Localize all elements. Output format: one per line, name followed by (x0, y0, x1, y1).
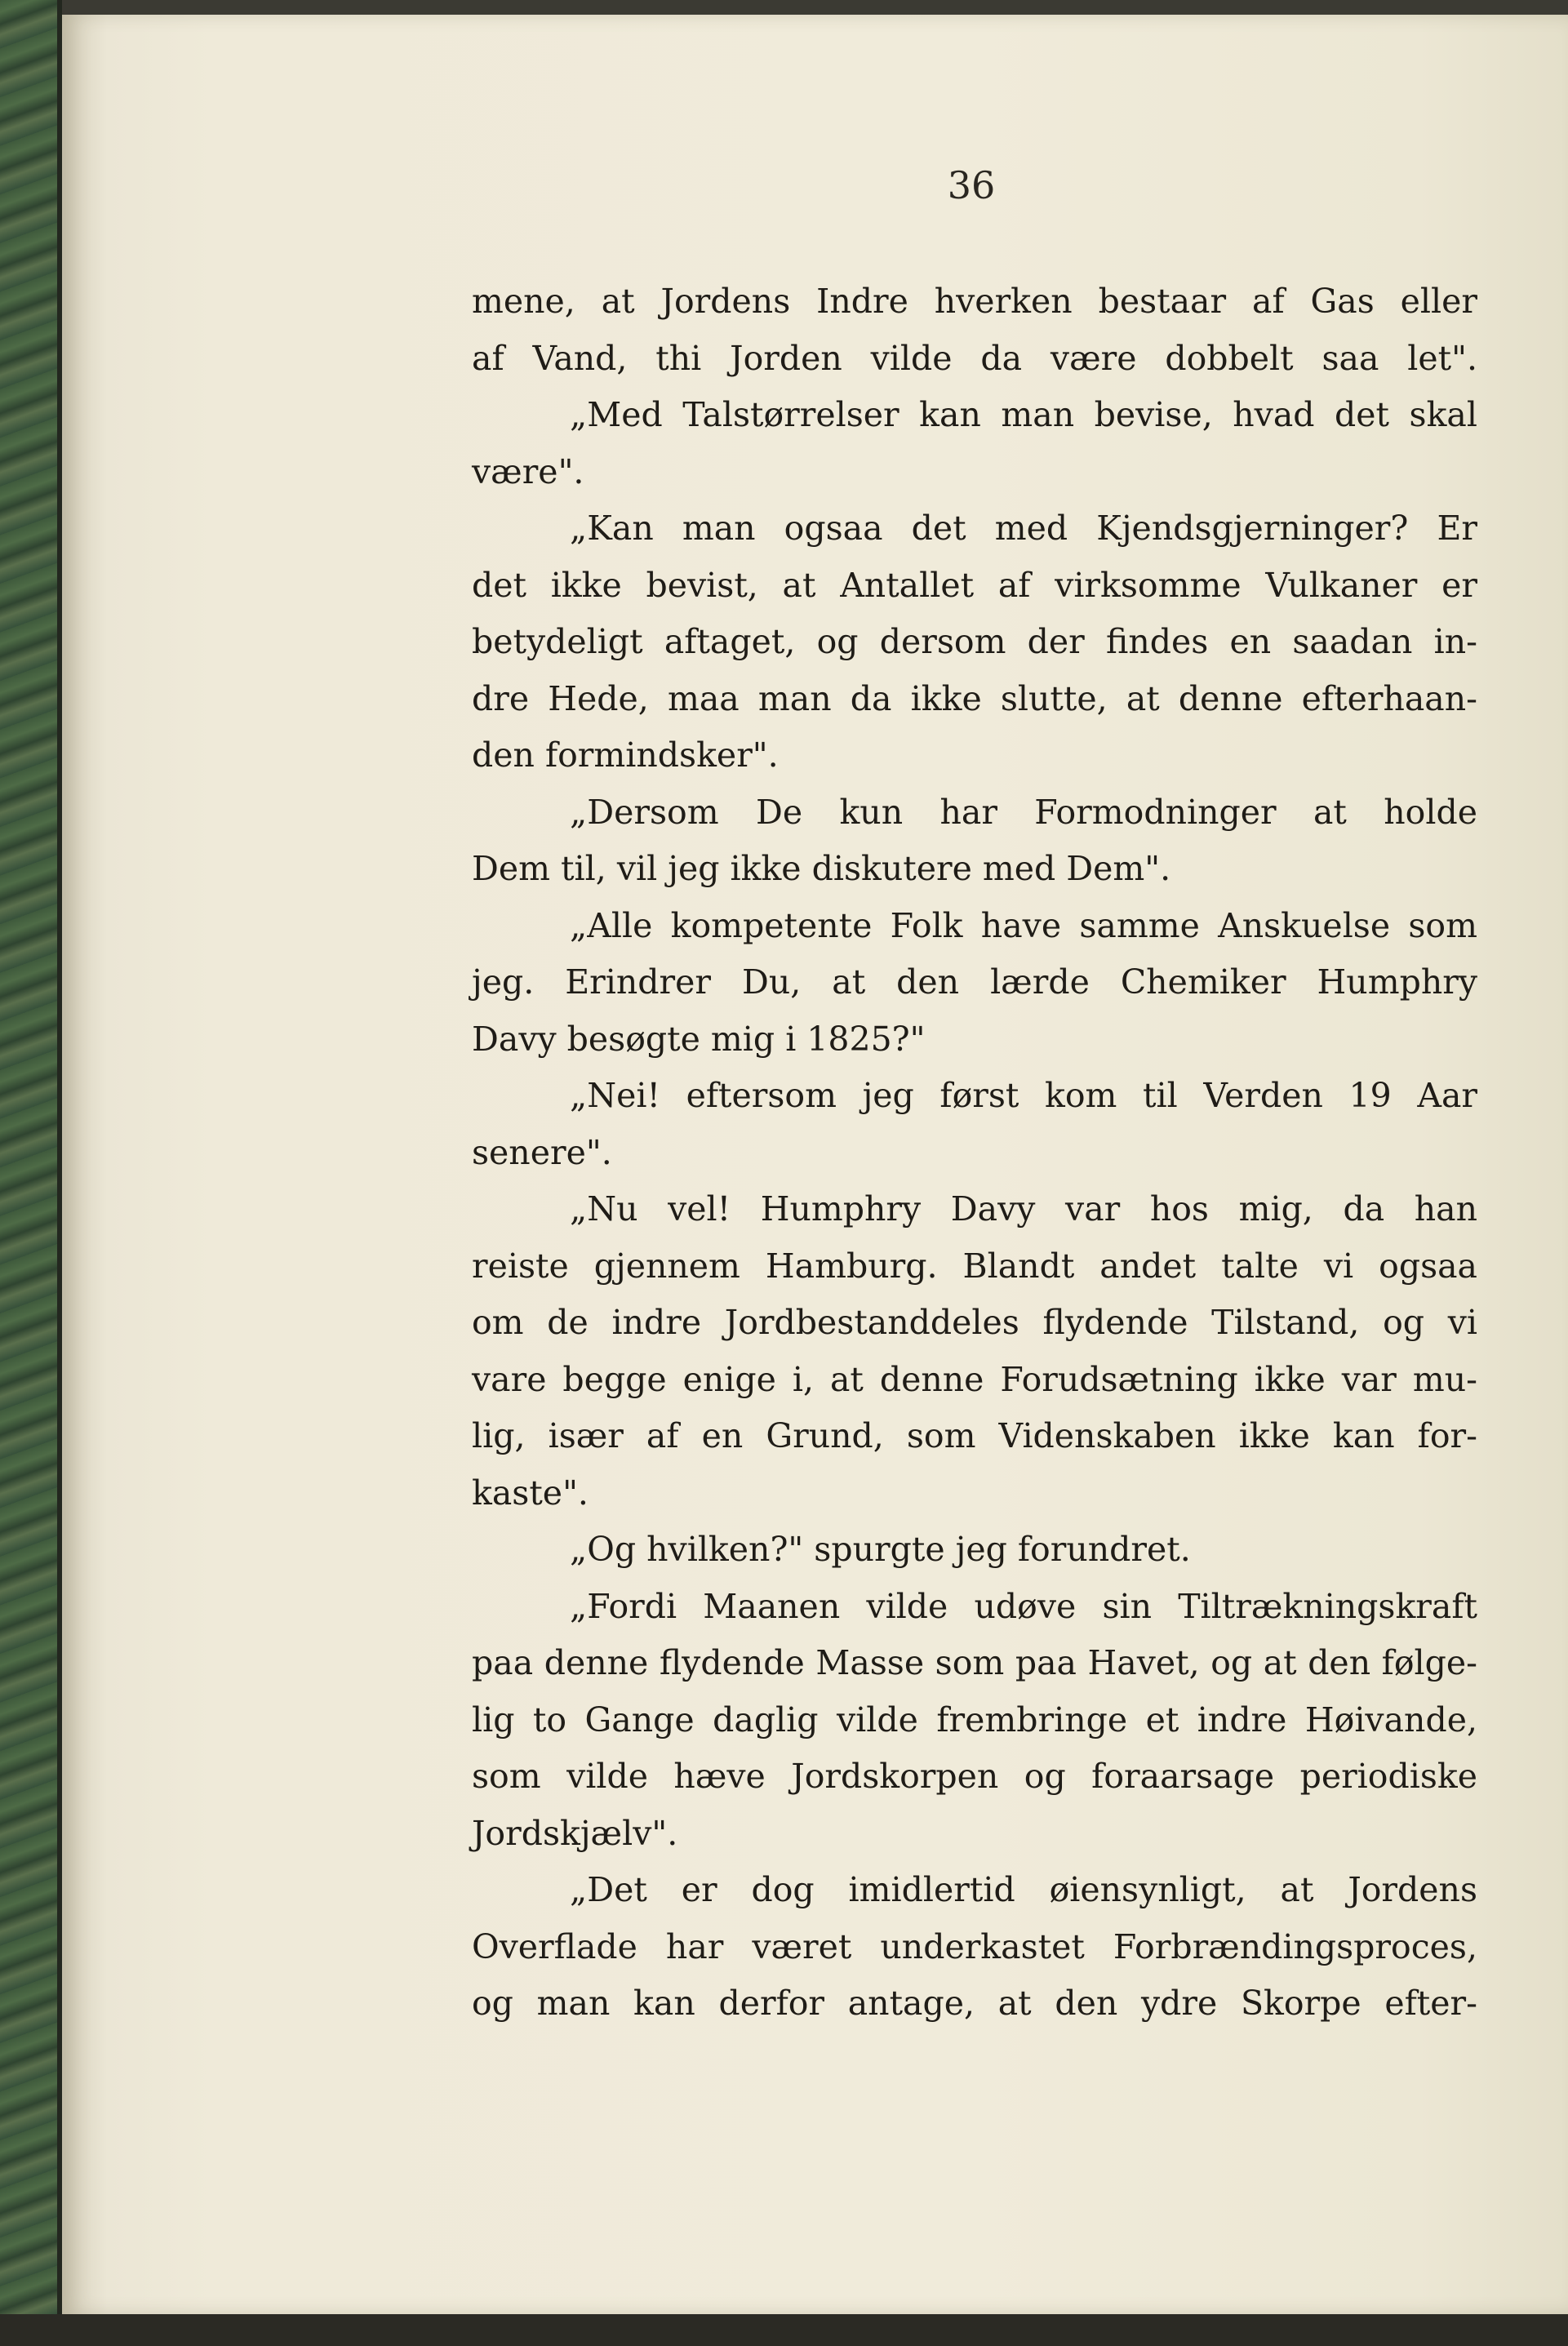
text-line: kaste". (472, 1473, 589, 1513)
text-line: senere". (472, 1132, 612, 1172)
text-line: „Kan man ogsaa det med Kjendsgjerninger? Er (570, 509, 1477, 548)
text-line: lig, især af en Grund, som Videnskaben ikke kan for- (472, 1416, 1477, 1455)
text-line: dre Hede, maa man da ikke slutte, at denne efterhaan- (472, 678, 1477, 718)
text-line: „Nu vel! Humphry Davy var hos mig, da han (570, 1189, 1477, 1229)
text-line: vare begge enige i, at denne Forudsætning ikke var mu- (472, 1359, 1477, 1399)
text-line: lig to Gange daglig vilde frembringe et indre Høivande, (472, 1700, 1477, 1740)
bottom-shadow-band (0, 2314, 1568, 2346)
text-line: „Fordi Maanen vilde udøve sin Tiltrækningskraft (570, 1586, 1477, 1626)
text-line: Dem til, vil jeg ikke diskutere med Dem". (472, 849, 1171, 888)
text-line: Jordskjælv". (472, 1813, 678, 1853)
text-line: reiste gjennem Hamburg. Blandt andet talte vi ogsaa (472, 1246, 1477, 1286)
text-line: Davy besøgte mig i 1825?" (472, 1019, 926, 1059)
text-line: af Vand, thi Jorden vilde da være dobbelt saa let". (472, 338, 1477, 378)
text-line: „Det er dog imidlertid øiensynligt, at Jordens (570, 1870, 1477, 1909)
text-line: „Nei! eftersom jeg først kom til Verden 19 Aar (570, 1076, 1477, 1115)
text-line: Overflade har været underkastet Forbrændingsproces, (472, 1926, 1477, 1966)
text-line: „Med Talstørrelser kan man bevise, hvad det skal (570, 395, 1477, 434)
text-line: paa denne flydende Masse som paa Havet, og at den følge- (472, 1643, 1477, 1682)
text-line: mene, at Jordens Indre hverken bestaar af Gas eller (472, 282, 1477, 321)
text-line: som vilde hæve Jordskorpen og foraarsage periodiske (472, 1757, 1477, 1796)
text-line: og man kan derfor antage, at den ydre Skorpe efter- (472, 1984, 1477, 2023)
text-line: „Og hvilken?" spurgte jeg forundret. (570, 1530, 1191, 1569)
page-number: 36 (947, 163, 996, 207)
text-line: betydeligt aftaget, og dersom der findes en saadan in- (472, 622, 1477, 661)
body-text (472, 273, 1477, 2033)
text-line: det ikke bevist, at Antallet af virksomme Vulkaner er (472, 565, 1477, 605)
text-line: „Alle kompetente Folk have samme Anskuelse som (570, 905, 1477, 945)
book-cover-edge (0, 0, 62, 2346)
text-line: om de indre Jordbestanddeles flydende Tilstand, og vi (472, 1303, 1477, 1342)
text-line: være". (472, 451, 584, 491)
text-line: „Dersom De kun har Formodninger at holde (570, 792, 1477, 832)
text-line: den formindsker". (472, 735, 779, 775)
text-line: jeg. Erindrer Du, at den lærde Chemiker Humphry (472, 962, 1477, 1002)
